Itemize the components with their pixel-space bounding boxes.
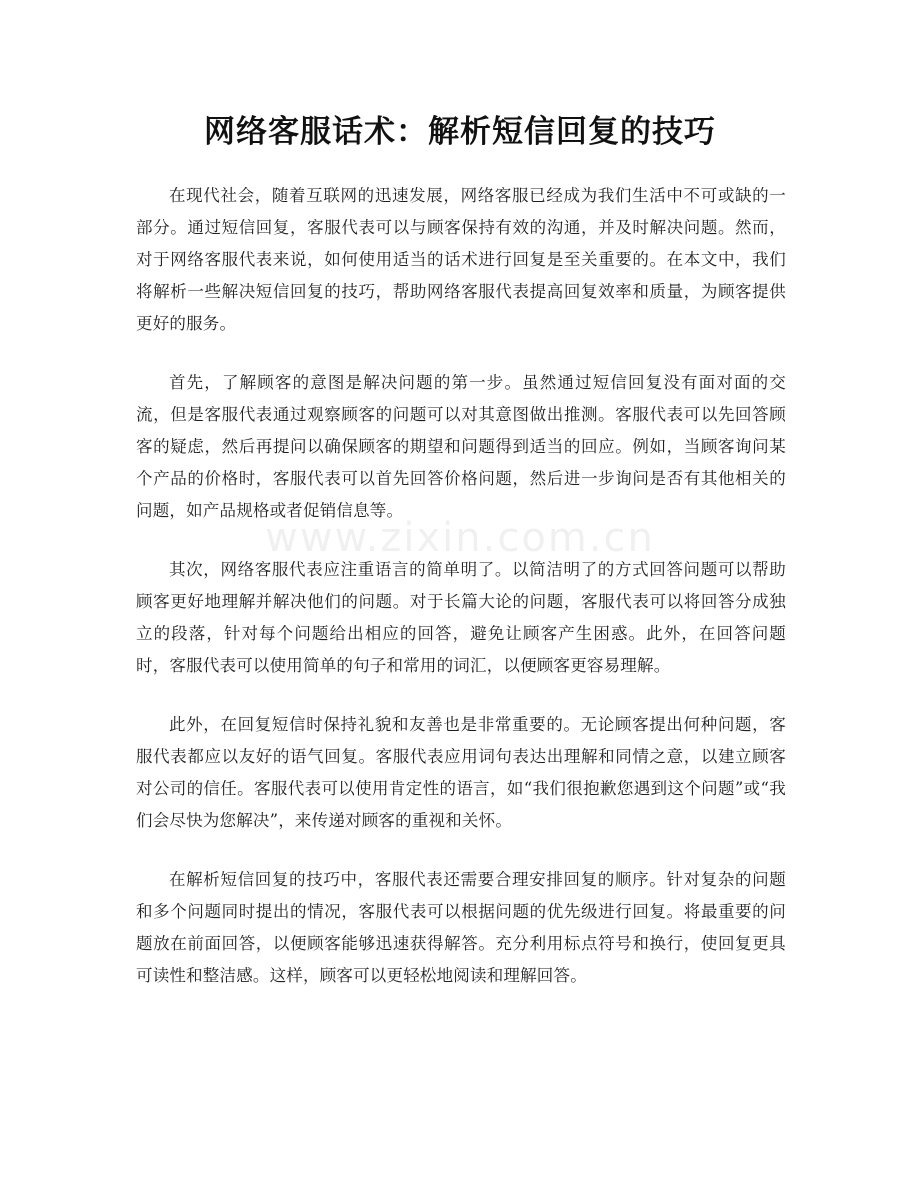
paragraph-1: 在现代社会，随着互联网的迅速发展，网络客服已经成为我们生活中不可或缺的一部分。通过短信回复，客服代表可以与顾客保持有效的沟通，并及时解决问题。然而，对于网络客服代表来说，如何使用适当的话术进行回复是至关重要的。在本文中，我们将解析一些解决短信回复的技巧，帮助网络客服代表提高回复效率和质量，为顾客提供更好的服务。 [136, 186, 786, 333]
document-body [136, 180, 786, 1019]
paragraph-4: 此外，在回复短信时保持礼貌和友善也是非常重要的。无论顾客提出何种问题，客服代表都应以友好的语气回复。客服代表应用词句表达出理解和同情之意，以建立顾客对公司的信任。客服代表可以使用肯定性的语言，如“我们很抱歉您遇到这个问题”或“我们会尽快为您解决”，来传递对顾客的重视和关怀。 [136, 715, 786, 830]
paragraph-2: 首先，了解顾客的意图是解决问题的第一步。虽然通过短信回复没有面对面的交流，但是客服代表通过观察顾客的问题可以对其意图做出推测。客服代表可以先回答顾客的疑虑，然后再提问以确保顾客的期望和问题得到适当的回应。例如，当顾客询问某个产品的价格时，客服代表可以首先回答价格问题，然后进一步询问是否有其他相关的问题，如产品规格或者促销信息等。 [136, 373, 786, 520]
document-title: 网络客服话术：解析短信回复的技巧 [204, 114, 716, 150]
watermark: www.zixin.com.cn [265, 515, 655, 561]
paragraph-5: 在解析短信回复的技巧中，客服代表还需要合理安排回复的顺序。针对复杂的问题和多个问题同时提出的情况，客服代表可以根据问题的优先级进行回复。将最重要的问题放在前面回答，以便顾客能够迅速获得解答。充分利用标点符号和换行，使回复更具可读性和整洁感。这样，顾客可以更轻松地阅读和理解回答。 [136, 870, 786, 985]
paragraph-3: 其次，网络客服代表应注重语言的简单明了。以简洁明了的方式回答问题可以帮助顾客更好地理解并解决他们的问题。对于长篇大论的问题，客服代表可以将回答分成独立的段落，针对每个问题给出相应的回答，避免让顾客产生困惑。此外，在回答问题时，客服代表可以使用简单的句子和常用的词汇，以便顾客更容易理解。 [136, 560, 786, 675]
